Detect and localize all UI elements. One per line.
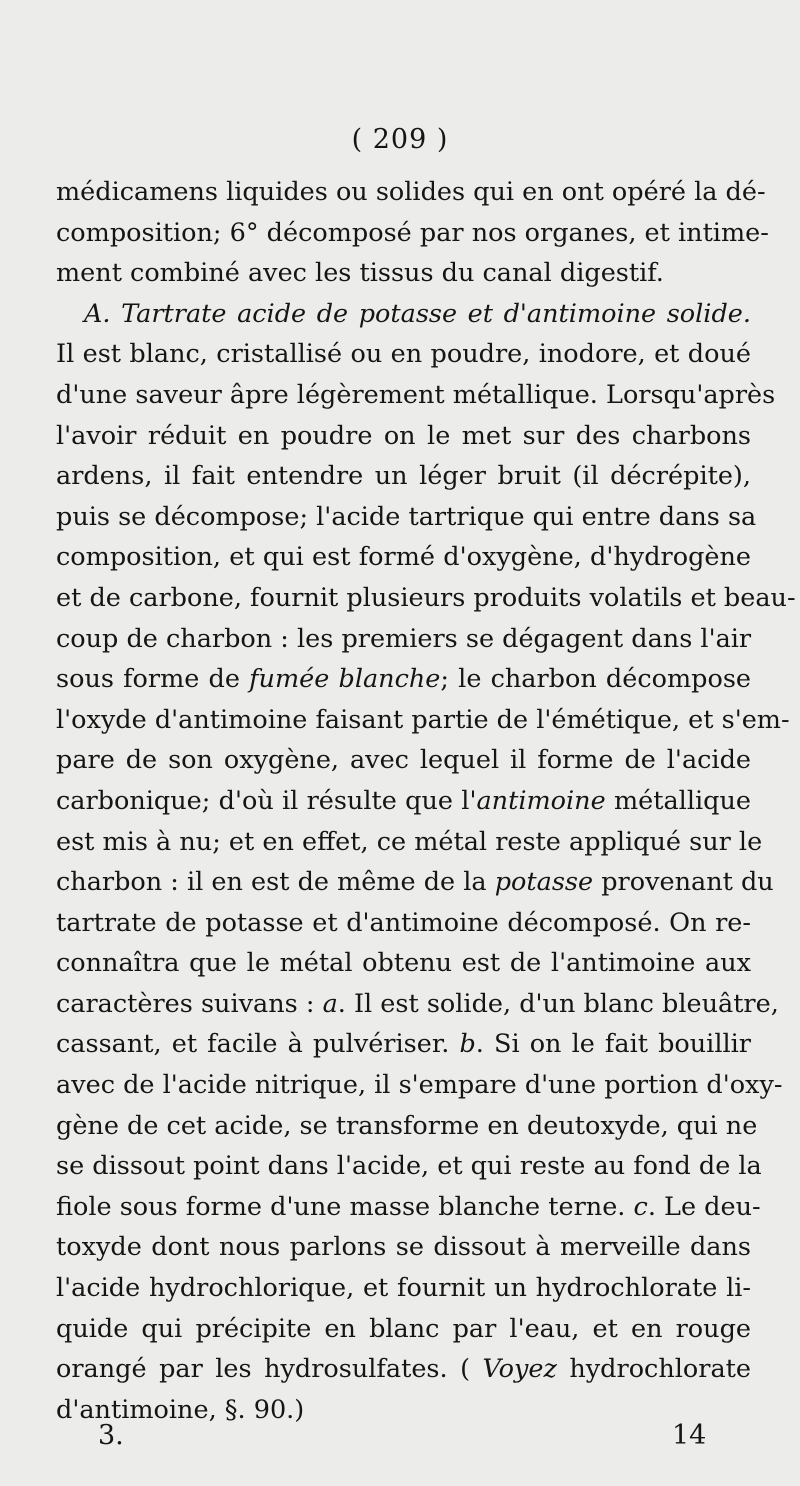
section-heading: A. Tartrate acide de potasse et d'antimoine solide. — [84, 298, 751, 329]
text-segment: sous forme de — [56, 664, 250, 695]
text-line — [56, 984, 779, 1025]
text-line: d'une saveur âpre légèrement métallique. Lorsqu'après — [56, 379, 776, 410]
text-line — [56, 781, 751, 822]
italic-term: fumée blanche — [249, 664, 441, 695]
text-line — [56, 1024, 751, 1065]
text-segment: . Le deu- — [647, 1191, 761, 1222]
text-segment: hydrochlorate — [556, 1354, 751, 1385]
text-segment: orangé par les hydrosulfates. ( — [56, 1354, 483, 1385]
text-segment: . Si on le fait bouillir — [475, 1029, 751, 1060]
body-text — [56, 172, 796, 1430]
text-segment: provenant du — [593, 867, 774, 898]
text-line: l'acide hydrochlorique, et fournit un hydrochlorate li- — [56, 1273, 751, 1304]
text-line: tartrate de potasse et d'antimoine décomposé. On re- — [56, 907, 751, 938]
italic-term: a — [322, 988, 338, 1019]
text-line: puis se décompose; l'acide tartrique qui entre dans sa — [56, 501, 757, 532]
text-line: Il est blanc, cristallisé ou en poudre, inodore, et doué — [56, 339, 751, 370]
text-segment: carbonique; d'où il résulte que l' — [56, 785, 477, 816]
text-line: ardens, il fait entendre un léger bruit (il décrépite), — [56, 461, 751, 492]
text-line: avec de l'acide nitrique, il s'empare d'une portion d'oxy- — [56, 1070, 783, 1101]
text-segment: ; le charbon décompose — [440, 664, 752, 695]
text-line — [56, 1187, 761, 1228]
page-number: ( 209 ) — [351, 124, 449, 155]
text-segment: métallique — [605, 785, 751, 816]
text-line: pare de son oxygène, avec lequel il forme de l'acide — [56, 745, 751, 776]
text-line: quide qui précipite en blanc par l'eau, et en rouge — [56, 1313, 751, 1344]
text-line: l'oxyde d'antimoine faisant partie de l'émétique, et s'em- — [56, 704, 790, 735]
text-segment: fiole sous forme d'une masse blanche terne. — [56, 1191, 634, 1222]
text-line — [56, 1349, 751, 1390]
italic-term: c — [633, 1191, 648, 1222]
text-line — [56, 659, 751, 700]
text-segment: caractères suivans : — [56, 988, 323, 1019]
text-line: d'antimoine, §. 90.) — [56, 1394, 305, 1425]
italic-term: potasse — [494, 867, 594, 898]
text-line — [56, 862, 774, 903]
text-line: composition; 6° décomposé par nos organes, et intime- — [56, 217, 769, 248]
italic-term: Voyez — [482, 1354, 557, 1385]
text-line: coup de charbon : les premiers se dégagent dans l'air — [56, 623, 752, 654]
text-line: toxyde dont nous parlons se dissout à merveille dans — [56, 1232, 751, 1263]
text-line — [56, 294, 751, 335]
text-line: connaîtra que le métal obtenu est de l'antimoine aux — [56, 948, 751, 979]
text-line: est mis à nu; et en effet, ce métal reste appliqué sur le — [56, 826, 763, 857]
text-line: médicamens liquides ou solides qui en ont opéré la dé- — [56, 177, 766, 207]
gathering-number: 14 — [672, 1420, 707, 1451]
italic-term: antimoine — [476, 785, 606, 816]
text-line: et de carbone, fournit plusieurs produits volatils et beau- — [56, 582, 796, 613]
text-line: ment combiné avec les tissus du canal digestif. — [56, 258, 664, 289]
signature-mark: 3. — [98, 1420, 124, 1451]
text-segment: cassant, et facile à pulvériser. — [56, 1029, 460, 1060]
text-line: composition, et qui est formé d'oxygène, d'hydrogène — [56, 542, 751, 573]
text-line: l'avoir réduit en poudre on le met sur des charbons — [56, 420, 751, 451]
text-line: se dissout point dans l'acide, et qui reste au fond de la — [56, 1151, 762, 1182]
text-line: gène de cet acide, se transforme en deutoxyde, qui ne — [56, 1110, 758, 1141]
text-segment: . Il est solide, d'un blanc bleuâtre, — [337, 988, 779, 1019]
italic-term: b — [459, 1029, 476, 1060]
text-segment: charbon : il en est de même de la — [56, 867, 495, 898]
